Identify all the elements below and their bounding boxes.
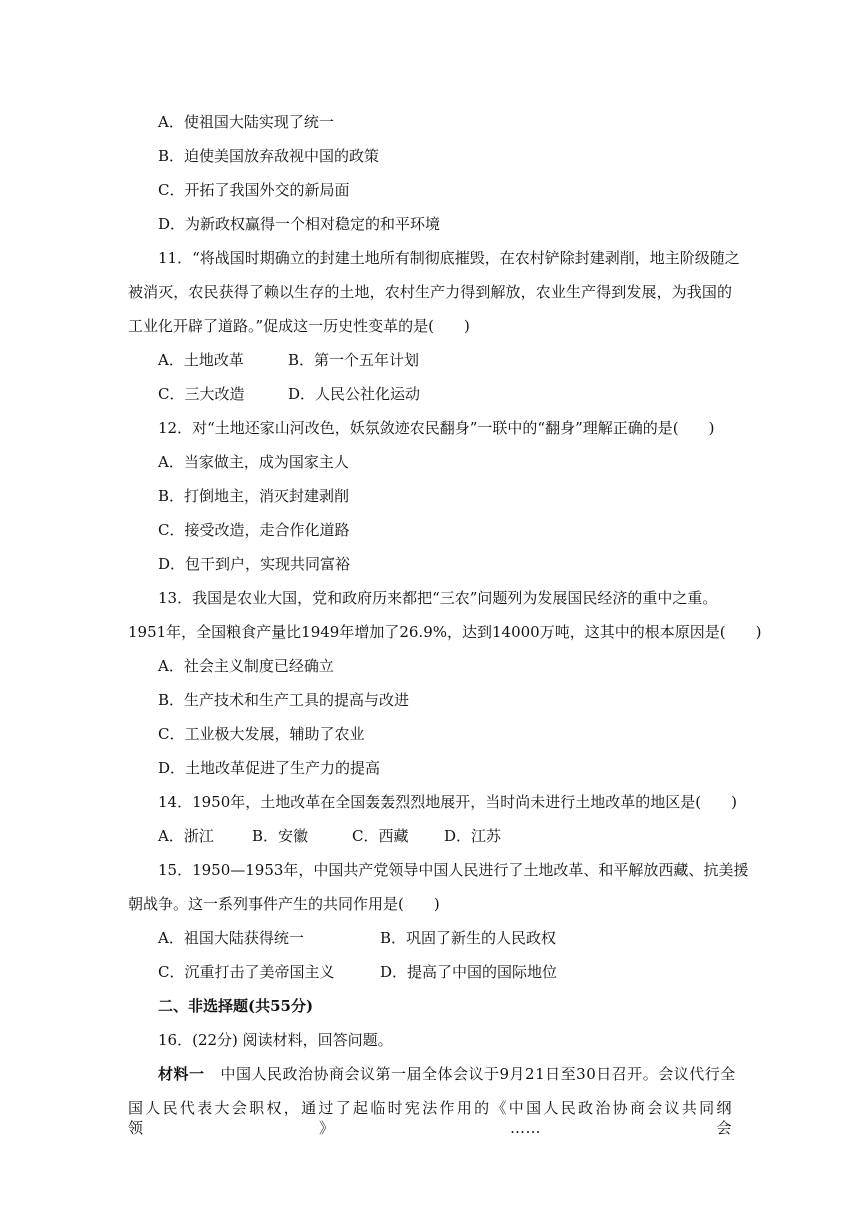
q14-option-d: D．江苏: [444, 827, 502, 845]
q12-option-c: C．接受改造，走合作化道路: [158, 521, 350, 539]
q16-stem: 16．(22分) 阅读材料，回答问题。: [158, 1031, 393, 1049]
q15-stem-line-1: 15．1950—1953年，中国共产党领导中国人民进行了土地改革、和平解放西藏、抗美援: [158, 861, 749, 879]
q11-option-b: B．第一个五年计划: [288, 351, 420, 369]
q16-material-1-line-2: 国人民代表大会职权，通过了起临时宪法作用的《中国人民政治协商会议共同纲领》……会: [128, 1099, 732, 1137]
q13-option-a: A．社会主义制度已经确立: [158, 657, 334, 675]
q11-options-row-1: [158, 350, 419, 370]
q11-stem-line-2: 被消灭，农民获得了赖以生存的土地，农村生产力得到解放，农业生产得到发展，为我国的: [128, 283, 732, 301]
q15-option-d: D．提高了中国的国际地位: [380, 963, 558, 981]
q15-stem-line-2: 朝战争。这一系列事件产生的共同作用是( ): [128, 895, 440, 913]
q12-option-d: D．包干到户，实现共同富裕: [158, 555, 351, 573]
q13-option-c: C．工业极大发展，辅助了农业: [158, 725, 365, 743]
q14-option-b: B．安徽: [252, 827, 309, 845]
q14-stem: 14．1950年，土地改革在全国轰轰烈烈地展开，当时尚未进行土地改革的地区是( ): [158, 793, 737, 811]
q16-material-1-line-1: [158, 1064, 736, 1084]
q12-option-a: A．当家做主，成为国家主人: [158, 453, 349, 471]
q15-options-row-2: [158, 962, 557, 982]
q12-stem: 12．对“土地还家山河改色，妖氛敛迹农民翻身”一联中的“翻身”理解正确的是( ): [158, 419, 715, 437]
material-label: 材料一: [158, 1065, 205, 1083]
q11-option-c: C．三大改造: [158, 385, 245, 403]
q11-stem-line-1: 11．“将战国时期确立的封建土地所有制彻底摧毁，在农村铲除封建剥削，地主阶级随之: [158, 249, 740, 267]
q11-stem-line-3: 工业化开辟了道路。”促成这一历史性变革的是( ): [128, 317, 470, 335]
q13-stem-line-1: 13．我国是农业大国，党和政府历来都把“三农”问题列为发展国民经济的重中之重。: [158, 589, 718, 607]
q13-option-d: D．土地改革促进了生产力的提高: [158, 759, 381, 777]
q14-option-a: A．浙江: [158, 827, 214, 845]
material-text-1: 中国人民政治协商会议第一届全体会议于9月21日至30日召开。会议代行全: [220, 1065, 736, 1083]
q15-options-row-1: [158, 928, 556, 948]
q15-option-a: A．祖国大陆获得统一: [158, 929, 304, 947]
q15-option-b: B．巩固了新生的人民政权: [380, 929, 557, 947]
q10-option-b: B．迫使美国放弃敌视中国的政策: [158, 147, 380, 165]
section-2-title: 二、非选择题(共55分): [158, 997, 314, 1015]
q10-option-d: D．为新政权赢得一个相对稳定的和平环境: [158, 215, 441, 233]
q10-option-a: A．使祖国大陆实现了统一: [158, 113, 334, 131]
q13-option-b: B．生产技术和生产工具的提高与改进: [158, 691, 410, 709]
q12-option-b: B．打倒地主，消灭封建剥削: [158, 487, 350, 505]
q11-option-d: D．人民公社化运动: [288, 385, 421, 403]
q11-option-a: A．土地改革: [158, 351, 244, 369]
q10-option-c: C．开拓了我国外交的新局面: [158, 181, 350, 199]
q15-option-c: C．沉重打击了美帝国主义: [158, 963, 335, 981]
q11-options-row-2: [158, 384, 420, 404]
q14-options-row: [158, 826, 501, 846]
q13-stem-line-2: 1951年，全国粮食产量比1949年增加了26.9%，达到14000万吨，这其中的根本原因是( ): [128, 623, 762, 641]
q14-option-c: C．西藏: [352, 827, 409, 845]
